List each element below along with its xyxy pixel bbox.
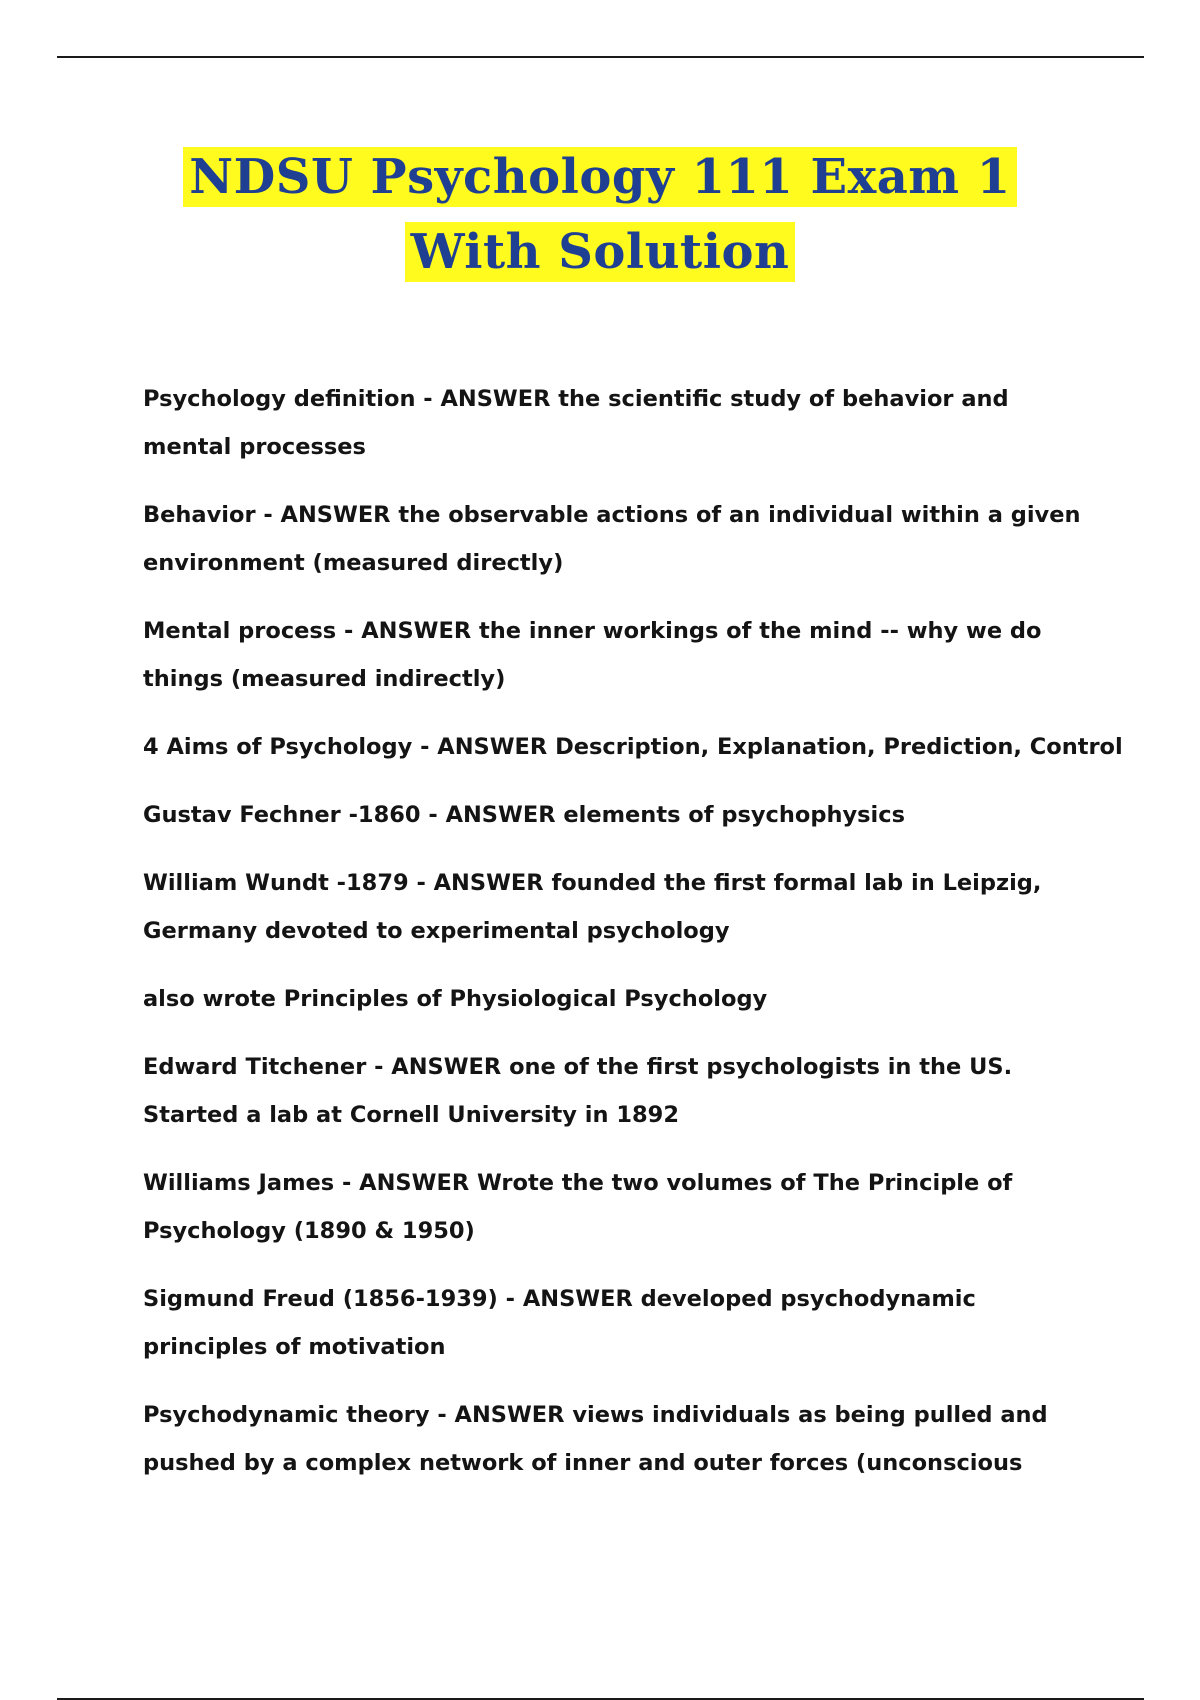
title-line-2: With Solution <box>405 222 796 282</box>
qa-entry: William Wundt -1879 - ANSWER founded the first formal lab in Leipzig, Germany devoted to experimental psychology <box>143 870 1042 944</box>
qa-entry: Behavior - ANSWER the observable actions of an individual within a given environment (measured directly) <box>143 502 1081 576</box>
title-line-1: NDSU Psychology 111 Exam 1 <box>183 147 1016 207</box>
qa-entry: Mental process - ANSWER the inner workings of the mind -- why we do things (measured indirectly) <box>143 618 1042 692</box>
qa-entry: Williams James - ANSWER Wrote the two volumes of The Principle of Psychology (1890 & 1950) <box>143 1170 1013 1244</box>
qa-entry: Psychology definition - ANSWER the scientific study of behavior and mental processes <box>143 386 1009 460</box>
qa-entry: also wrote Principles of Physiological Psychology <box>143 986 768 1012</box>
qa-entry: 4 Aims of Psychology - ANSWER Description, Explanation, Prediction, Control <box>143 734 1123 760</box>
top-rule <box>57 56 1144 58</box>
document-title <box>0 140 1200 290</box>
qa-list <box>143 375 1123 1507</box>
qa-entry: Sigmund Freud (1856-1939) - ANSWER developed psychodynamic principles of motivation <box>143 1286 976 1360</box>
qa-entry: Edward Titchener - ANSWER one of the first psychologists in the US. Started a lab at Cornell University in 1892 <box>143 1054 1013 1128</box>
qa-entry: Gustav Fechner -1860 - ANSWER elements of psychophysics <box>143 802 905 828</box>
qa-entry: Psychodynamic theory - ANSWER views individuals as being pulled and pushed by a complex network of inner and outer forces (unconscious <box>143 1402 1048 1476</box>
